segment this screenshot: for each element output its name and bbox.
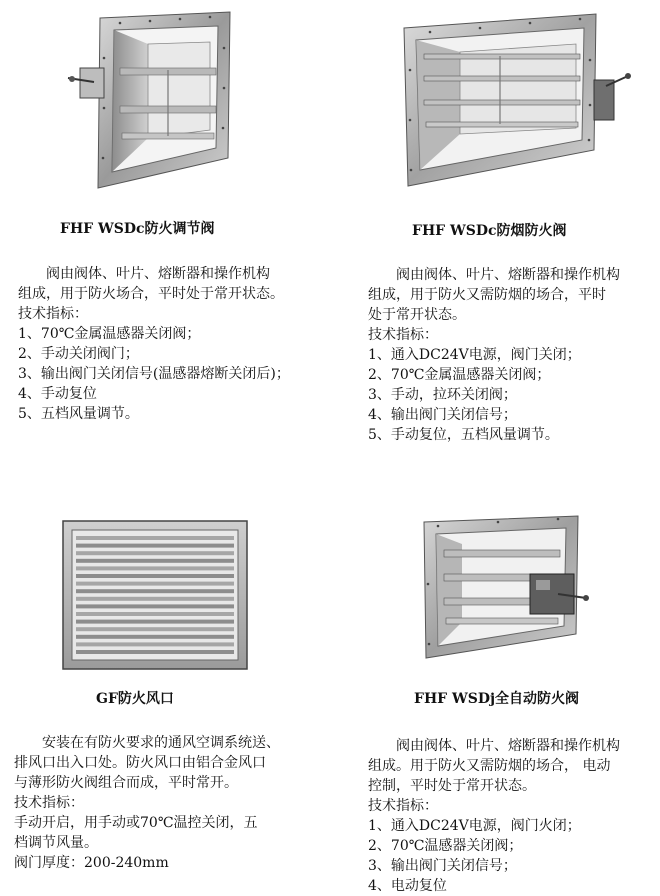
spec-item: 5、五档风量调节。 [18,406,139,422]
intro-line: 阀由阀体、叶片、熔断器和操作机构 [46,266,270,282]
intro-line: 与薄形防火阀组合而成，平时常开。 [14,775,238,791]
intro-line: 阀由阀体、叶片、熔断器和操作机构 [396,267,620,283]
louver-slat [76,559,234,563]
spec-list [368,816,620,896]
louver-slat [76,536,234,540]
spec-item: 4、电动复位 [368,878,447,894]
automatic-fire-damper-photo [418,514,594,664]
spec-item: 档调节风量。 [14,835,98,851]
intro-line: 安装在有防火要求的通风空调系统送、 [42,735,280,751]
louver-slat [76,582,234,586]
spec-heading: 技术指标： [18,306,88,322]
spec-item: 1、70℃金属温感器关闭阀； [18,326,201,342]
intro-line: 组成，用于防火场合，平时处于常开状态。 [18,286,284,302]
spec-list [14,813,280,873]
spec-item: 5、手动复位，五档风量调节。 [368,427,559,443]
smoke-fire-damper-photo [400,10,640,200]
louver-slat [76,566,234,570]
spec-heading: 技术指标： [368,327,438,343]
intro-line: 阀由阀体、叶片、熔断器和操作机构 [396,738,620,754]
product-description [18,264,290,424]
louver-slat [76,620,234,624]
intro-line: 组成。用于防火又需防烟的场合， 电动 [368,758,611,774]
spec-heading: 技术指标： [368,798,438,814]
louver-slat [76,597,234,601]
spec-item: 4、输出阀门关闭信号； [368,407,517,423]
spec-item: 手动开启，用手动或70℃温控关闭，五 [14,815,258,831]
spec-item: 阀门厚度：200-240mm [14,855,169,871]
product-description [368,265,620,445]
spec-list [18,324,290,424]
louver-slat [76,604,234,608]
louver-slat [76,574,234,578]
intro-line: 组成，用于防火又需防烟的场合，平时 [368,287,606,303]
intro-line: 控制，平时处于常开状态。 [368,778,536,794]
louver-slat [76,627,234,631]
product-description [14,733,280,873]
louver-slat [76,642,234,646]
product-title: FHF WSDc防火调节阀 [60,221,215,237]
spec-item: 4、手动复位 [18,386,97,402]
product-title: GF防火风口 [96,691,174,707]
spec-item: 3、输出阀门关闭信号； [368,858,517,874]
product-title: FHF WSDc防烟防火阀 [412,223,567,239]
louver-slat [76,612,234,616]
spec-list [368,345,620,445]
spec-item: 3、手动，拉环关闭阀； [368,387,517,403]
product-title: FHF WSDj全自动防火阀 [414,691,580,707]
louver-slat [76,589,234,593]
fire-air-outlet-photo [62,520,248,670]
fire-regulating-damper-photo [60,8,240,198]
louver-slat [76,551,234,555]
intro-line: 处于常开状态。 [368,307,466,323]
louver-slat [76,544,234,548]
spec-heading: 技术指标： [14,795,84,811]
spec-item: 2、70℃金属温感器关闭阀； [368,367,551,383]
spec-item: 1、通入DC24V电源，阀门火闭； [368,818,581,834]
intro-line: 排风口出入口处。防火风口由铝合金风口 [14,755,266,771]
spec-item: 1、通入DC24V电源，阀门关闭； [368,347,581,363]
louver-slat [76,635,234,639]
louver-slat [76,650,234,654]
product-description [368,736,620,896]
spec-item: 3、输出阀门关闭信号(温感器熔断关闭后)； [18,366,290,382]
spec-item: 2、手动关闭阀门； [18,346,139,362]
spec-item: 2、70℃温感器关闭阀； [368,838,523,854]
